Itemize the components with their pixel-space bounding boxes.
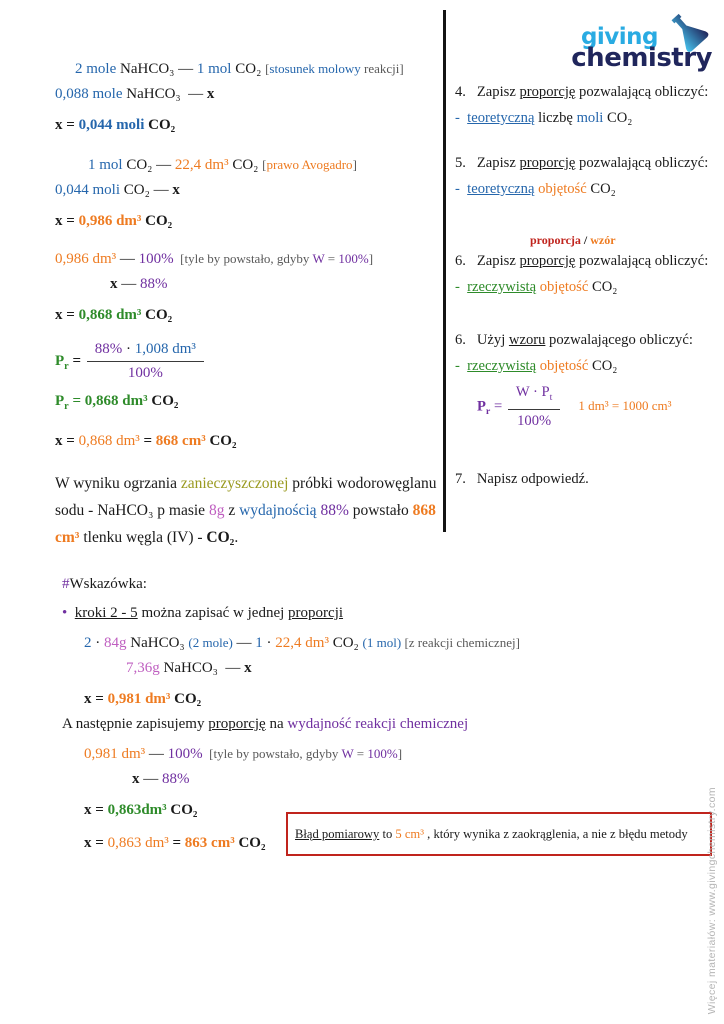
yield-proportion-line2: x — 88% bbox=[110, 276, 168, 292]
combined-proportion-line1: 2 · 84g NaHCO₃ (2 mole) — 1 · 22,4 dm³ CO₂ (1 mol) [z reakcji chemicznej] bbox=[84, 635, 520, 651]
combined-proportion-line2: 7,36g NaHCO₃ — x bbox=[126, 660, 252, 676]
error-note-box: Błąd pomiarowy to 5 cm³ , który wynika z zaokrąglenia, a nie z błędu metody bbox=[286, 812, 712, 856]
fraction: $\frac{W \cdot P_t}{100\%}$ bbox=[508, 383, 561, 431]
pr-formula-definition: $P_r$ = $\frac{W \cdot P_t}{100\%}$ 1 dm³ = 1000 cm³ bbox=[477, 384, 672, 429]
website-side-note: Więcej materiałów: www.givingchemistry.com bbox=[706, 786, 718, 1014]
result-theoretical-moles: x = 0,044 moli CO₂ bbox=[55, 117, 176, 133]
step-4: 4. Zapisz proporcję pozwalającą obliczyć: bbox=[455, 84, 709, 100]
answer-paragraph: W wyniku ogrzania zanieczyszczonej próbki wodorowęglanu sodu - NaHCO₃ p masie 8g z wydajnością 88% powstało 868 cm³ tlenku węgla (IV) - CO₂. bbox=[55, 475, 441, 546]
logo-top-row bbox=[581, 8, 712, 48]
step-7: 7. Napisz odpowiedź. bbox=[455, 470, 589, 487]
molar-ratio-line2: 0,088 mole NaHCO₃ — x bbox=[55, 86, 215, 102]
hint-heading: #Wskazówka: bbox=[62, 576, 147, 592]
hint-yield-line1: 0,981 dm³ — 100% [tyle by powstało, gdyby W = 100%] bbox=[84, 746, 403, 762]
molar-ratio-line1: 2 mole NaHCO₃ — 1 mol CO₂ [stosunek molowy reakcji] bbox=[75, 61, 404, 77]
result-real-volume: x = 0,868 dm³ CO₂ bbox=[55, 307, 173, 323]
giving-chemistry-logo bbox=[571, 8, 712, 73]
hint-result-cm: x = 0,863 dm³ = 863 cm³ CO₂ bbox=[84, 835, 266, 851]
logo-text-chemistry: chemistry bbox=[571, 43, 712, 73]
calculation-column bbox=[55, 58, 455, 551]
hint-bullet: • kroki 2 - 5 można zapisać w jednej proporcji bbox=[62, 605, 344, 621]
step-5-sub: - teoretyczną objętość CO₂ bbox=[455, 181, 616, 197]
hint-next-step: A następnie zapisujemy proporcję na wydajność reakcji chemicznej bbox=[62, 716, 469, 732]
proporcja-wzor-label: proporcja / wzór bbox=[530, 233, 616, 247]
fraction: $\frac{\text{88\% · 1,008 dm³}}{100\%}$ bbox=[87, 340, 204, 383]
step-4-sub: - teoretyczną liczbę moli CO₂ bbox=[455, 110, 633, 126]
avogadro-line2: 0,044 moli CO₂ — x bbox=[55, 182, 180, 198]
step-5: 5. Zapisz proporcję pozwalającą obliczyć: bbox=[455, 155, 709, 171]
result-theoretical-volume: x = 0,986 dm³ CO₂ bbox=[55, 213, 173, 229]
yield-proportion-line1: 0,986 dm³ — 100% [tyle by powstało, gdyby W = 100%] bbox=[55, 251, 374, 267]
hint-yield-line2: x — 88% bbox=[132, 771, 190, 787]
step-6a: 6. Zapisz proporcję pozwalającą obliczyć: bbox=[455, 253, 709, 269]
steps-column bbox=[455, 82, 723, 490]
step-6a-sub: - rzeczywistą objętość CO₂ bbox=[455, 279, 618, 295]
avogadro-line1: 1 mol CO₂ — 22,4 dm³ CO₂ [prawo Avogadro] bbox=[88, 157, 357, 173]
pr-formula-calculation: $P_r$ = $\frac{\text{88\% · 1,008 dm³}}{100\%}$ bbox=[55, 340, 455, 383]
pr-result: $P_r = 0,868$ dm³ CO₂ bbox=[55, 393, 179, 412]
step-6b-sub: - rzeczywistą objętość CO₂ bbox=[455, 358, 618, 374]
logo-text-giving: giving bbox=[580, 24, 658, 50]
combined-result: x = 0,981 dm³ CO₂ bbox=[84, 691, 202, 707]
step-6b: 6. Użyj wzoru pozwalającego obliczyć: bbox=[455, 332, 693, 348]
hint-result-dm: x = 0,863dm³ CO₂ bbox=[84, 802, 198, 818]
conversion-result: x = 0,868 dm³ = 868 cm³ CO₂ bbox=[55, 433, 237, 449]
